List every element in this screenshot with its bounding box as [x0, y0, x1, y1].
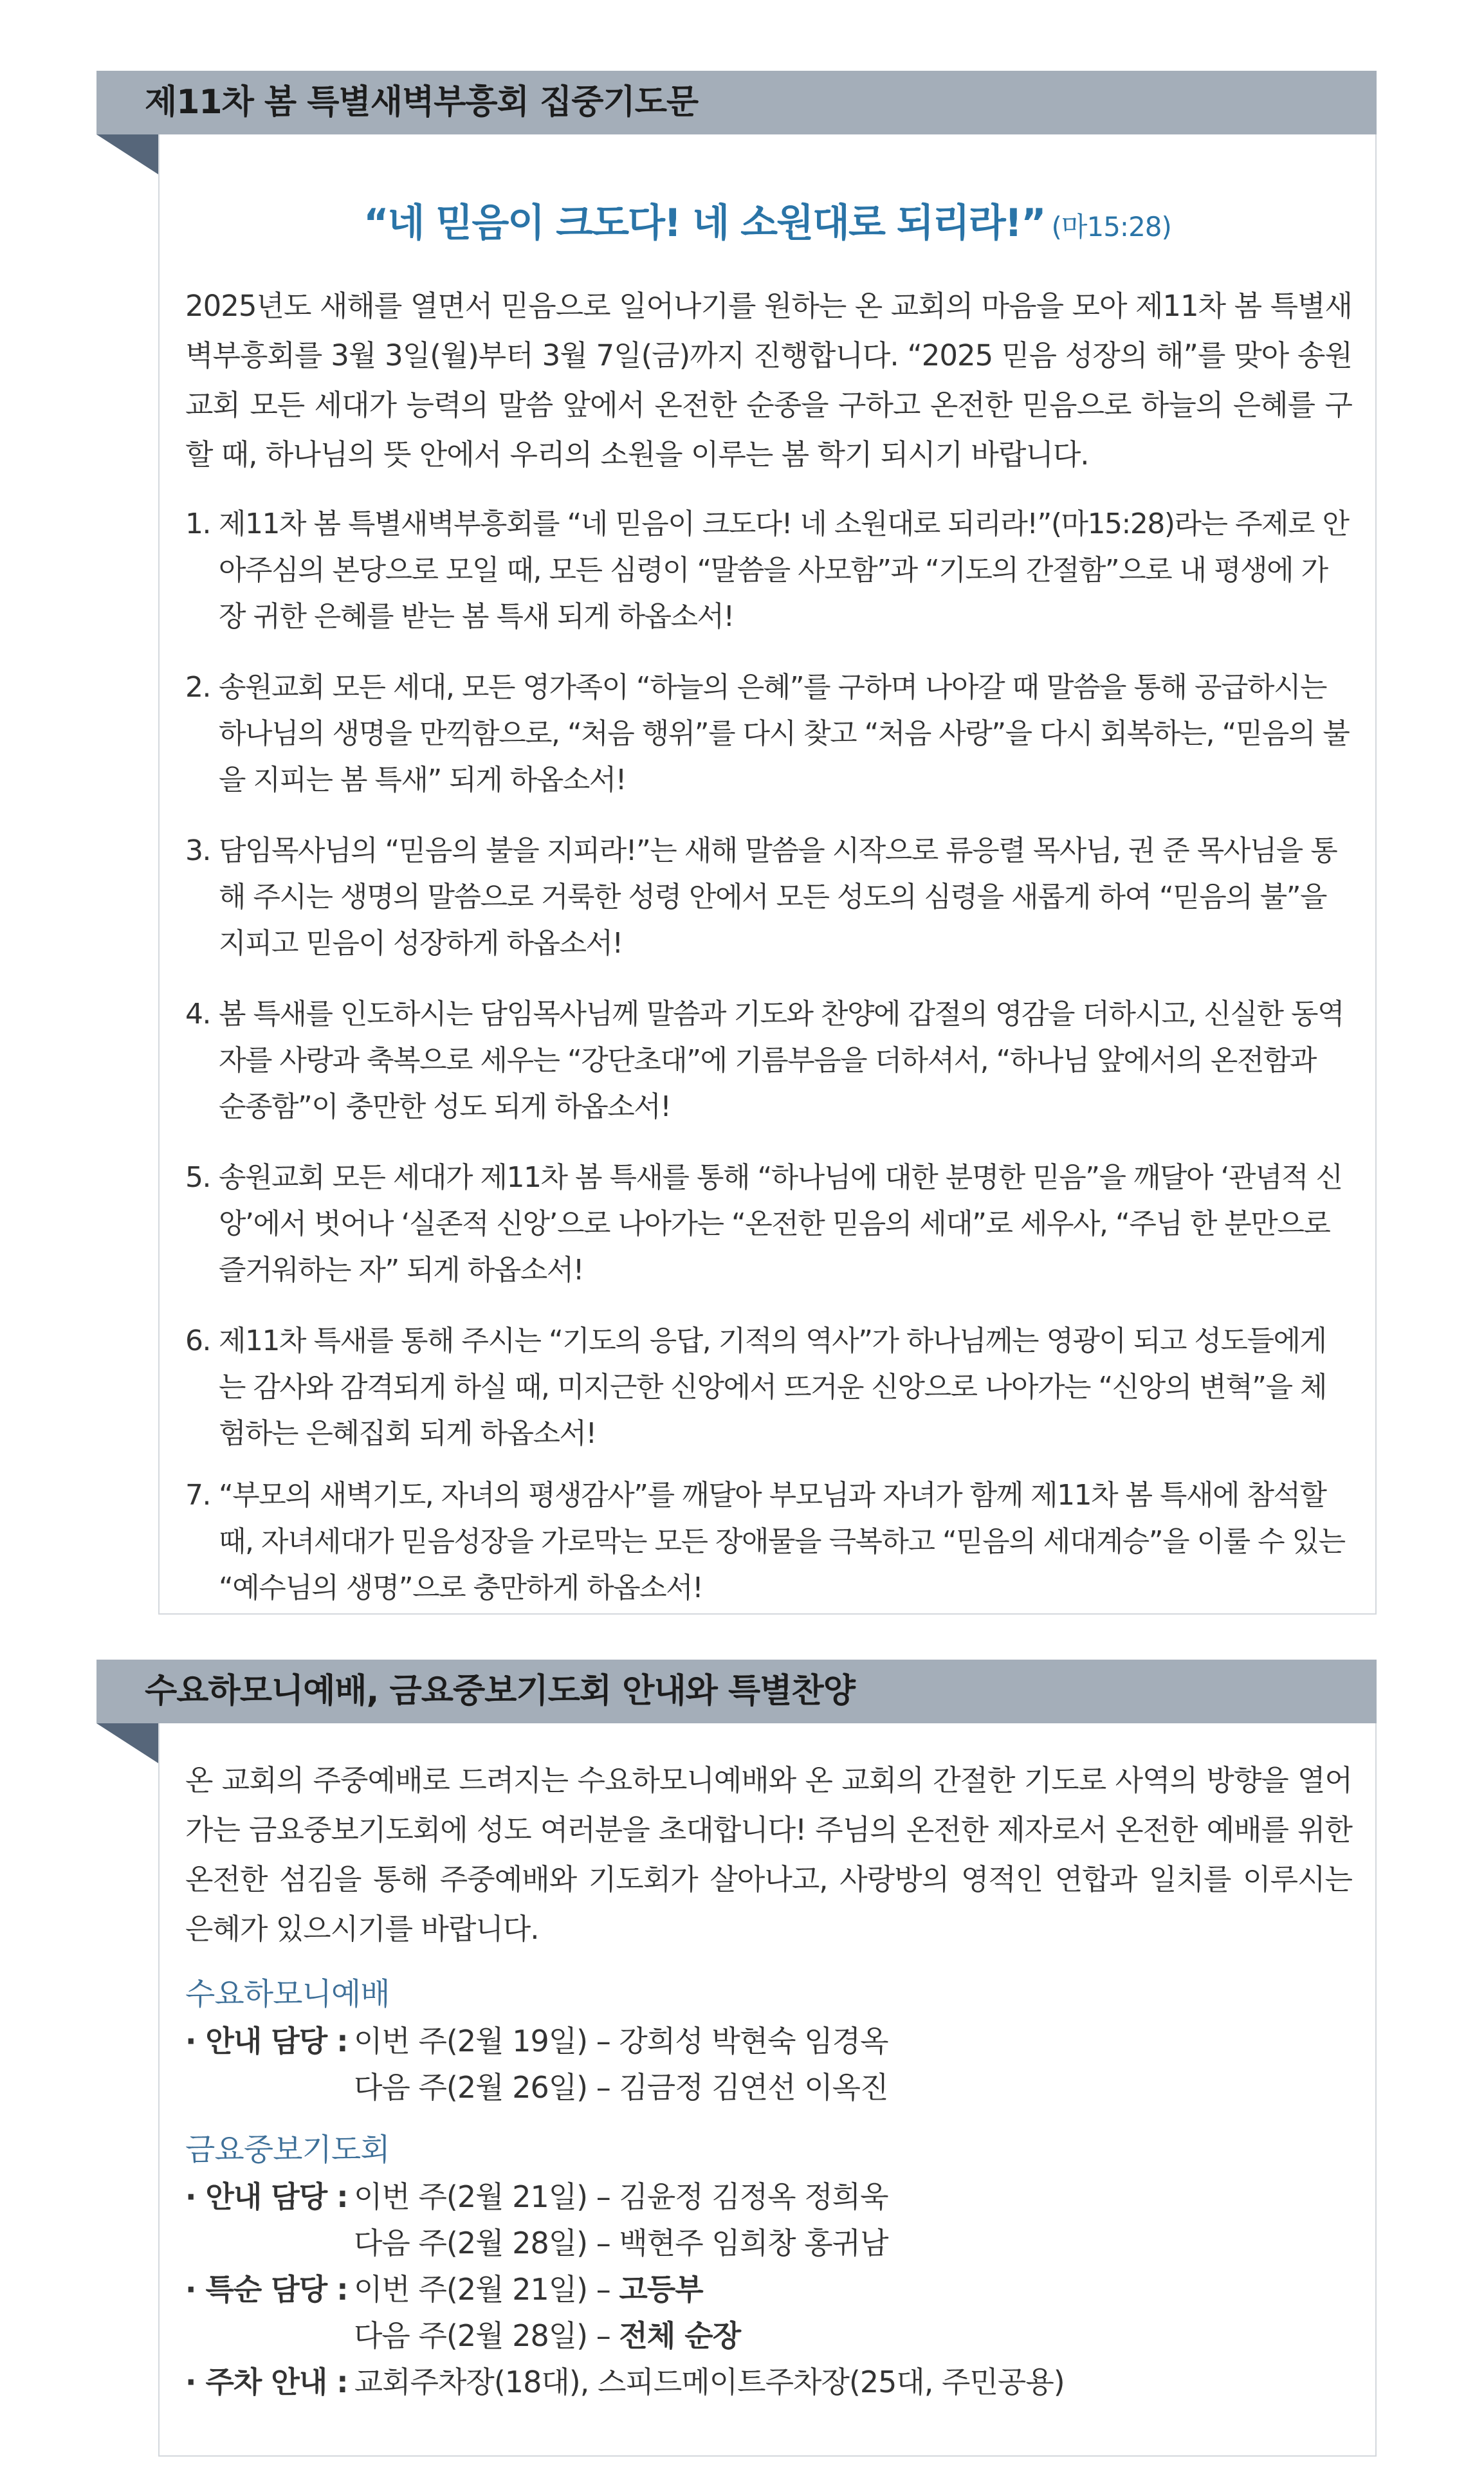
friday-usher-row [185, 2174, 888, 2220]
item-text: 담임목사님의 “믿음의 불을 지피라!”는 새해 말씀을 시작으로 류응렬 목사님, 권 준 목사님을 통해 주시는 생명의 말씀으로 거룩한 성령 안에서 모든 성도의 심령을 새롭게 하여 “믿음의 불”을 지피고 믿음이 성장하게 하옵소서! [219, 834, 1337, 960]
prayer-item [185, 501, 1350, 640]
header-fold-decoration [96, 134, 158, 174]
theme-text: “네 믿음이 크도다! 네 소원대로 되리라!” [363, 201, 1045, 246]
wednesday-heading: 수요하모니예배 [185, 1976, 390, 2012]
section-title: 제11차 봄 특별새벽부흥회 집중기도문 [145, 83, 699, 122]
item-number: 2. [185, 671, 210, 704]
usher-this-week: 이번 주(2월 19일) – 강희성 박현숙 임경옥 [354, 2024, 888, 2058]
item-number: 6. [185, 1324, 210, 1357]
parking-label: · 주차 안내 : [185, 2365, 348, 2399]
section-title: 수요하모니예배, 금요중보기도회 안내와 특별찬양 [145, 1672, 855, 1710]
item-text: 제11차 봄 특별새벽부흥회를 “네 믿음이 크도다! 네 소원대로 되리라!”(마15:28)라는 주제로 안아주심의 본당으로 모일 때, 모든 심령이 “말씀을 사모함”과 “기도의 간절함”으로 내 평생에 가장 귀한 은혜를 받는 봄 특새 되게 하옵소서! [219, 508, 1349, 633]
usher-this-week: 이번 주(2월 21일) – 김윤정 김정옥 정희욱 [354, 2179, 888, 2214]
special-music-next-row [185, 2313, 740, 2359]
info-box [158, 1723, 1377, 2457]
prayer-box [158, 134, 1377, 1615]
usher-label: · 안내 담당 : [185, 2179, 348, 2214]
prayer-item [185, 1472, 1350, 1611]
item-text: 제11차 특새를 통해 주시는 “기도의 응답, 기적의 역사”가 하나님께는 영광이 되고 성도들에게는 감사와 감격되게 하실 때, 미지근한 신앙에서 뜨거운 신앙으로 나아가는 “신앙의 변혁”을 체험하는 은혜집회 되게 하옵소서! [219, 1324, 1327, 1450]
prayer-item [185, 828, 1350, 967]
item-number: 5. [185, 1161, 210, 1194]
intro-paragraph: 2025년도 새해를 열면서 믿음으로 일어나기를 원하는 온 교회의 마음을 모아 제11차 봄 특별새벽부흥회를 3월 3일(월)부터 3월 7일(금)까지 진행합니다. “2025 믿음 성장의 해”를 맞아 송원교회 모든 세대가 능력의 말씀 앞에서 온전한 순종을 구하고 온전한 믿음으로 하늘의 은혜를 구할 때, 하나님의 뜻 안에서 우리의 소원을 이루는 봄 학기 되시기 바랍니다. [185, 289, 1352, 472]
special-music-row [185, 2266, 703, 2313]
invitation-paragraph: 온 교회의 주중예배로 드려지는 수요하모니예배와 온 교회의 간절한 기도로 사역의 방향을 열어가는 금요중보기도회에 성도 여러분을 초대합니다! 주님의 온전한 제자로서 온전한 예배를 위한 온전한 섬김을 통해 주중예배와 기도회가 살아나고, 사랑방의 영적인 연합과 일치를 이루시는 은혜가 있으시기를 바랍니다. [185, 1763, 1352, 1946]
item-number: 1. [185, 508, 210, 540]
prayer-item [185, 1155, 1350, 1294]
parking-text: 교회주차장(18대), 스피드메이트주차장(25대, 주민공용) [354, 2365, 1065, 2399]
friday-heading: 금요중보기도회 [185, 2132, 390, 2168]
theme-verse [160, 192, 1375, 248]
item-number: 7. [185, 1479, 210, 1512]
wednesday-usher-row [185, 2018, 888, 2064]
special-this-week: 이번 주(2월 21일) – [354, 2272, 610, 2307]
wednesday-usher-next-row [185, 2064, 888, 2111]
item-text: 송원교회 모든 세대, 모든 영가족이 “하늘의 은혜”를 구하며 나아갈 때 말씀을 통해 공급하시는 하나님의 생명을 만끽함으로, “처음 행위”를 다시 찾고 “처음 사랑”을 다시 회복하는, “믿음의 불을 지피는 봄 특새” 되게 하옵소서! [219, 671, 1350, 796]
item-number: 4. [185, 998, 210, 1031]
header-fold-decoration [96, 1723, 158, 1763]
item-text: 봄 특새를 인도하시는 담임목사님께 말씀과 기도와 찬양에 갑절의 영감을 더하시고, 신실한 동역자를 사랑과 축복으로 세우는 “강단초대”에 기름부음을 더하셔서, “하나님 앞에서의 온전함과 순종함”이 충만한 성도 되게 하옵소서! [219, 998, 1344, 1123]
section-header [96, 1660, 1377, 1723]
special-next-name: 전체 순장 [619, 2318, 741, 2353]
prayer-item [185, 664, 1350, 803]
special-this-name: 고등부 [619, 2272, 703, 2307]
prayer-item [185, 1318, 1350, 1457]
usher-label: · 안내 담당 : [185, 2024, 348, 2058]
item-text: “부모의 새벽기도, 자녀의 평생감사”를 깨달아 부모님과 자녀가 함께 제11차 봄 특새에 참석할 때, 자녀세대가 믿음성장을 가로막는 모든 장애물을 극복하고 “믿음의 세대계승”을 이룰 수 있는 “예수님의 생명”으로 충만하게 하옵소서! [219, 1479, 1345, 1604]
item-number: 3. [185, 834, 210, 867]
prayer-item [185, 991, 1350, 1130]
friday-usher-next-row [185, 2220, 888, 2266]
theme-reference: (마15:28) [1051, 211, 1171, 243]
item-text: 송원교회 모든 세대가 제11차 봄 특새를 통해 “하나님에 대한 분명한 믿음”을 깨달아 ‘관념적 신앙’에서 벗어나 ‘실존적 신앙’으로 나아가는 “온전한 믿음의 세대”로 세우사, “주님 한 분만으로 즐거워하는 자” 되게 하옵소서! [219, 1161, 1342, 1287]
section-header [96, 71, 1377, 134]
usher-next-week: 다음 주(2월 28일) – 백현주 임희창 홍귀남 [354, 2226, 888, 2260]
parking-row [185, 2359, 1065, 2405]
special-label: · 특순 담당 : [185, 2272, 348, 2307]
usher-next-week: 다음 주(2월 26일) – 김금정 김연선 이옥진 [354, 2070, 888, 2105]
special-next-week: 다음 주(2월 28일) – [354, 2318, 610, 2353]
